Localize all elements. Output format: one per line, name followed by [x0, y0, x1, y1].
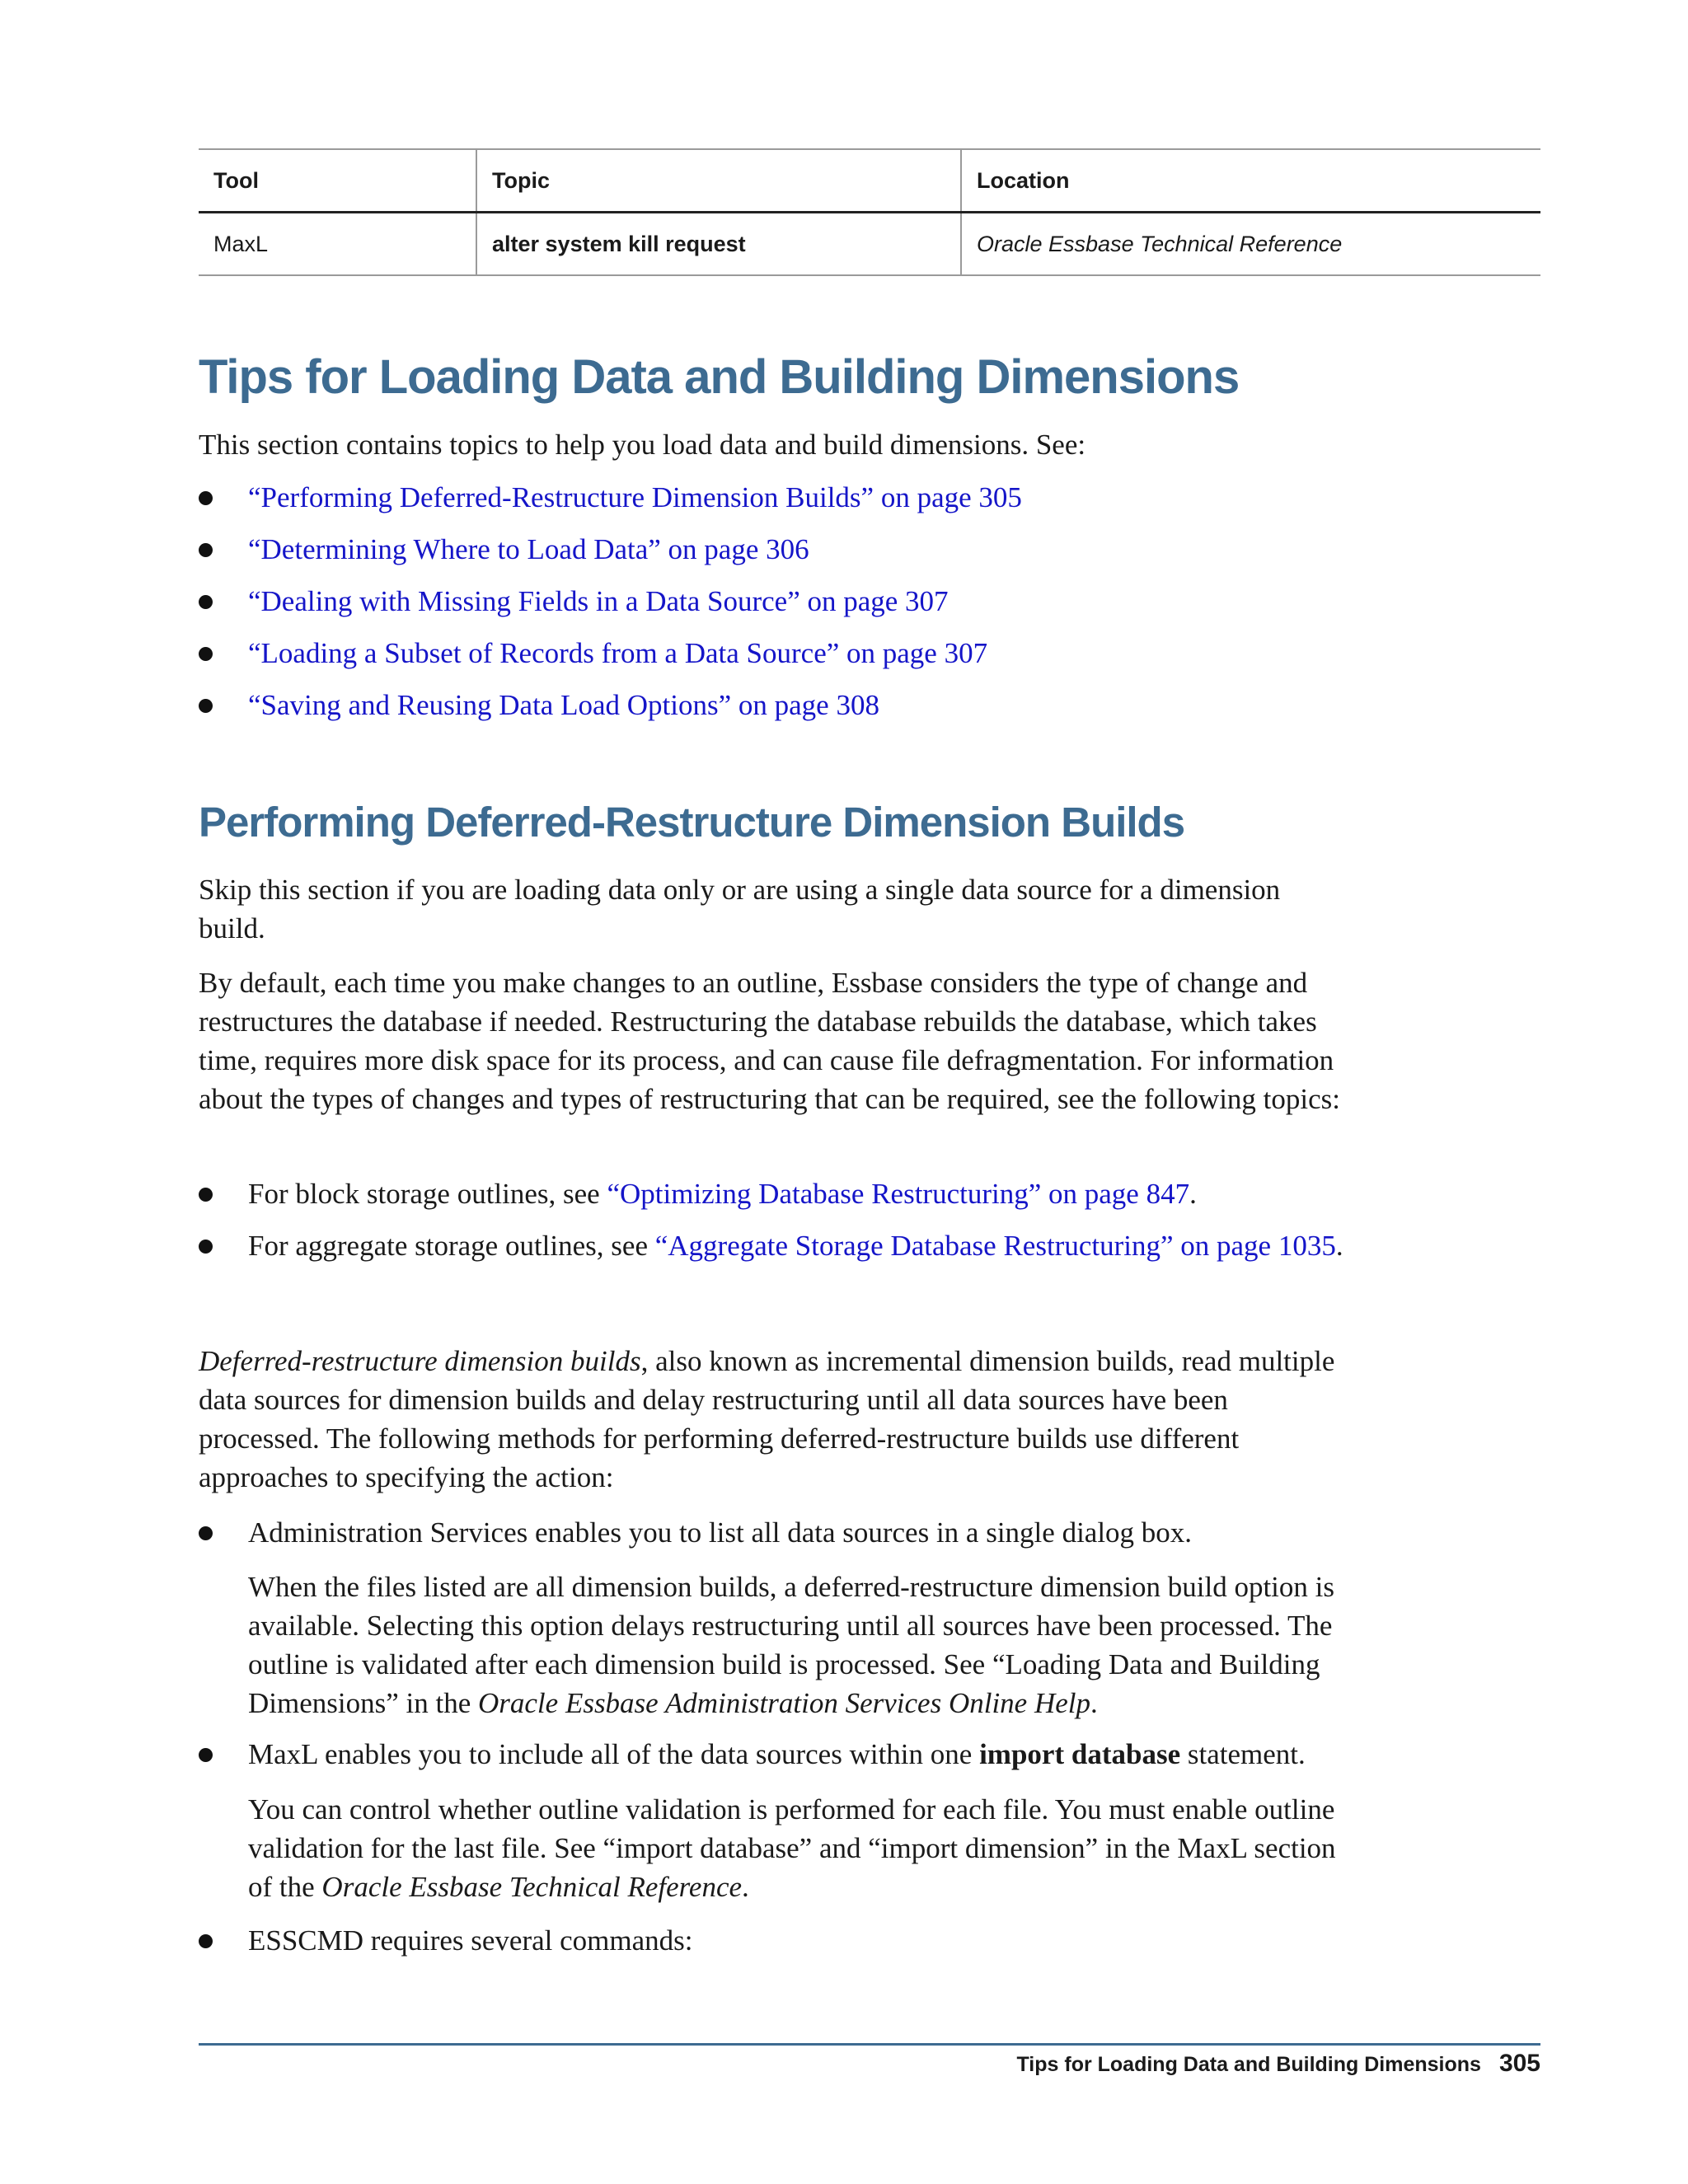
- table-header-topic: Topic: [476, 149, 961, 213]
- bullet-icon: [199, 647, 213, 661]
- paragraph-text: .: [1090, 1687, 1098, 1719]
- paragraph-text: .: [742, 1871, 749, 1903]
- bullet-icon: [199, 1526, 213, 1540]
- list-item: [199, 582, 1022, 621]
- link-optimizing-restructuring[interactable]: “Optimizing Database Restructuring” on page 847: [607, 1178, 1190, 1210]
- section-title-deferred: Performing Deferred-Restructure Dimension Builds: [199, 799, 1185, 846]
- footer-title: Tips for Loading Data and Building Dimensions: [1016, 2053, 1481, 2076]
- methods-list-esscmd: [199, 1921, 1353, 1960]
- bullet-icon: [199, 595, 213, 609]
- bullet-icon: [199, 491, 213, 505]
- list-item-text: ESSCMD requires several commands:: [248, 1924, 693, 1957]
- bullet-icon: [199, 1188, 213, 1202]
- doc-reference: Oracle Essbase Administration Services Online Help: [478, 1687, 1090, 1719]
- footer-divider: [199, 2043, 1540, 2046]
- paragraph-admin-services: [248, 1568, 1353, 1722]
- list-item-text: statement.: [1180, 1738, 1306, 1770]
- table-cell-location: Oracle Essbase Technical Reference: [961, 213, 1540, 276]
- paragraph-text: When the files listed are all dimension builds, a deferred-restructure dimension build option is available. Selecting this option delays restructuring until all sources have been processed. The outline is validated after each dimension build is processed. See “Loading Data and Building Dimensions” in the: [248, 1571, 1334, 1719]
- list-item-text: For aggregate storage outlines, see: [248, 1230, 655, 1262]
- command-import-database: import database: [979, 1738, 1181, 1770]
- table-header-tool: Tool: [199, 149, 476, 213]
- bullet-icon: [199, 699, 213, 713]
- list-item: [199, 1226, 1353, 1265]
- list-item-text: .: [1189, 1178, 1197, 1210]
- term-deferred-builds: Deferred-restructure dimension builds: [199, 1345, 641, 1377]
- paragraph-default: By default, each time you make changes to an outline, Essbase considers the type of change and restructures the database if needed. Restructuring the database rebuilds the database, which takes time, requires more disk space for its process, and can cause file defragmentation. For information about the types of changes and types of restructuring that can be required, see the following topics:: [199, 967, 1340, 1115]
- list-item: [199, 1513, 1353, 1552]
- bullet-icon: [199, 1748, 213, 1762]
- paragraph-maxl: [248, 1790, 1353, 1906]
- topic-link-where-to-load[interactable]: “Determining Where to Load Data” on page 306: [248, 533, 809, 565]
- list-item: [199, 1174, 1353, 1213]
- section-intro: This section contains topics to help you load data and build dimensions. See:: [199, 429, 1086, 461]
- reference-table: [199, 148, 1540, 276]
- paragraph-skip: Skip this section if you are loading data only or are using a single data source for a dimension build.: [199, 874, 1281, 944]
- table-header-row: [199, 149, 1540, 213]
- bullet-icon: [199, 1934, 213, 1948]
- topic-link-saving-options[interactable]: “Saving and Reusing Data Load Options” on page 308: [248, 689, 879, 721]
- list-item-text: .: [1335, 1230, 1343, 1262]
- paragraph-deferred-builds: [199, 1342, 1353, 1497]
- list-item: [199, 1921, 1353, 1960]
- table-row: [199, 213, 1540, 276]
- table-cell-topic: alter system kill request: [476, 213, 961, 276]
- list-item-text: For block storage outlines, see: [248, 1178, 607, 1210]
- table-cell-tool: MaxL: [199, 213, 476, 276]
- list-item: [199, 634, 1022, 673]
- list-item-text: MaxL enables you to include all of the data sources within one: [248, 1738, 980, 1770]
- list-item: [199, 530, 1022, 569]
- topic-link-subset-records[interactable]: “Loading a Subset of Records from a Data Source” on page 307: [248, 637, 988, 669]
- paragraph-text: You can control whether outline validation is performed for each file. You must enable outline validation for the last file. See “import database” and “import dimension” in the MaxL section of the: [248, 1793, 1336, 1903]
- list-item: [199, 686, 1022, 724]
- bullet-icon: [199, 543, 213, 557]
- list-item-text: Administration Services enables you to list all data sources in a single dialog box.: [248, 1516, 1193, 1549]
- paragraph-text: , also known as incremental dimension builds, read multiple data sources for dimension builds and delay restructuring until all data sources have been processed. The following methods for performing deferred-restructure builds use different approaches to specifying the action:: [199, 1345, 1335, 1493]
- section-title-tips: Tips for Loading Data and Building Dimensions: [199, 350, 1240, 404]
- doc-reference: Oracle Essbase Technical Reference: [321, 1871, 743, 1903]
- bullet-icon: [199, 1240, 213, 1254]
- topic-link-deferred-restructure[interactable]: “Performing Deferred-Restructure Dimension Builds” on page 305: [248, 481, 1022, 513]
- page-number: 305: [1498, 2050, 1540, 2077]
- page-footer: [1016, 2050, 1540, 2078]
- topic-link-list: [199, 478, 1022, 724]
- topic-link-missing-fields[interactable]: “Dealing with Missing Fields in a Data Source” on page 307: [248, 585, 949, 617]
- restructuring-list: [199, 1174, 1353, 1265]
- list-item: [199, 1735, 1353, 1774]
- table-header-location: Location: [961, 149, 1540, 213]
- methods-list: [199, 1513, 1353, 1552]
- list-item: [199, 478, 1022, 517]
- link-aggregate-restructuring[interactable]: “Aggregate Storage Database Restructuring” on page 1035: [654, 1230, 1336, 1262]
- methods-list-maxl: [199, 1735, 1353, 1774]
